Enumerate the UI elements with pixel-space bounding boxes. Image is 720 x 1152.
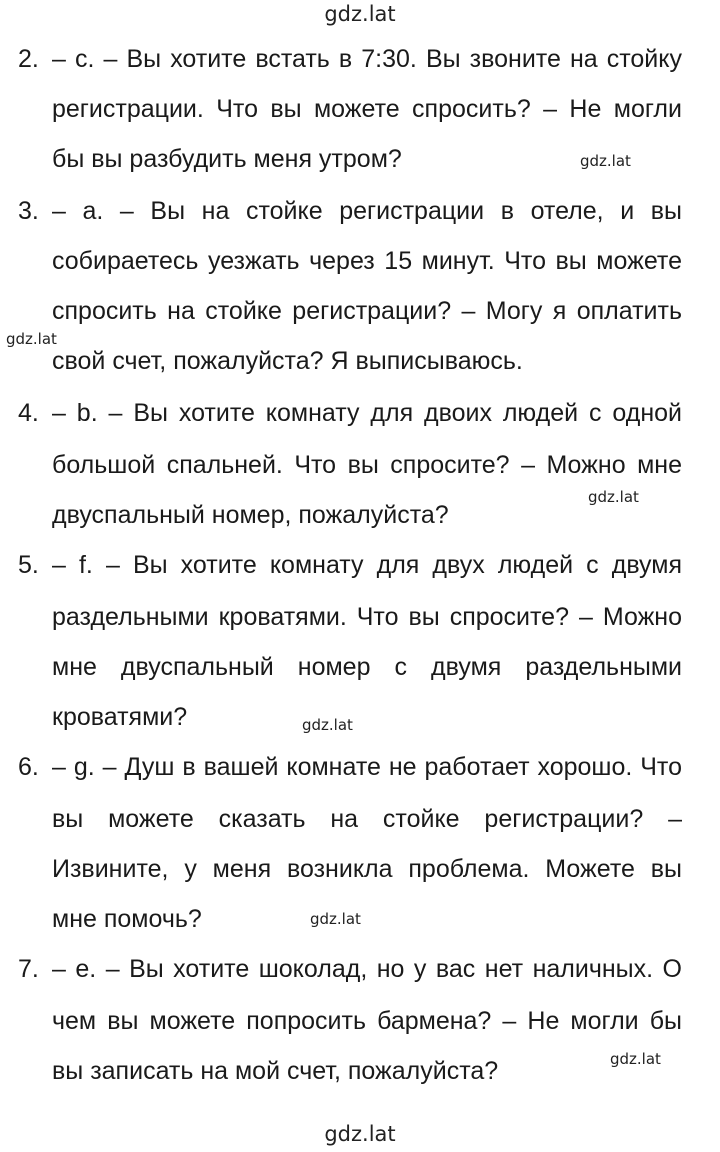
watermark: gdz.lat — [6, 330, 57, 348]
watermark: gdz.lat — [610, 1050, 661, 1068]
item-line: – b. – Вы хотите комнату для двоих людей с одной — [52, 399, 682, 427]
item-number: 7. — [18, 955, 39, 983]
watermark-top: gdz.lat — [324, 2, 396, 26]
item-line: – c. – Вы хотите встать в 7:30. Вы звоните на стойку — [52, 45, 682, 73]
item-line: Извините, у меня возникла проблема. Можете вы — [52, 855, 682, 883]
item-number: 4. — [18, 399, 39, 427]
item-line: чем вы можете попросить бармена? – Не могли бы — [52, 1007, 682, 1035]
item-line: мне помочь? — [52, 905, 202, 933]
item-line: большой спальней. Что вы спросите? – Можно мне — [52, 451, 682, 479]
item-line: – g. – Душ в вашей комнате не работает хорошо. Что — [52, 753, 682, 781]
item-line: вы записать на мой счет, пожалуйста? — [52, 1057, 499, 1085]
watermark: gdz.lat — [580, 152, 631, 170]
watermark: gdz.lat — [310, 910, 361, 928]
item-number: 5. — [18, 551, 39, 579]
item-line: спросить на стойке регистрации? – Могу я оплатить — [52, 297, 682, 325]
item-number: 3. — [18, 197, 39, 225]
item-line: двуспальный номер, пожалуйста? — [52, 501, 449, 529]
item-line: бы вы разбудить меня утром? — [52, 145, 402, 173]
item-line: – e. – Вы хотите шоколад, но у вас нет наличных. О — [52, 955, 682, 983]
watermark-bottom: gdz.lat — [324, 1122, 396, 1146]
item-line: собираетесь уезжать через 15 минут. Что вы можете — [52, 247, 682, 275]
item-number: 6. — [18, 753, 39, 781]
watermark: gdz.lat — [588, 488, 639, 506]
item-line: – a. – Вы на стойке регистрации в отеле, и вы — [52, 197, 682, 225]
item-line: – f. – Вы хотите комнату для двух людей с двумя — [52, 551, 682, 579]
item-number: 2. — [18, 45, 39, 73]
item-line: вы можете сказать на стойке регистрации? – — [52, 805, 682, 833]
item-line: раздельными кроватями. Что вы спросите? – Можно — [52, 603, 682, 631]
item-line: свой счет, пожалуйста? Я выписываюсь. — [52, 347, 523, 375]
item-line: регистрации. Что вы можете спросить? – Не могли — [52, 95, 682, 123]
item-line: мне двуспальный номер с двумя раздельными — [52, 653, 682, 681]
item-line: кроватями? — [52, 703, 188, 731]
watermark: gdz.lat — [302, 716, 353, 734]
